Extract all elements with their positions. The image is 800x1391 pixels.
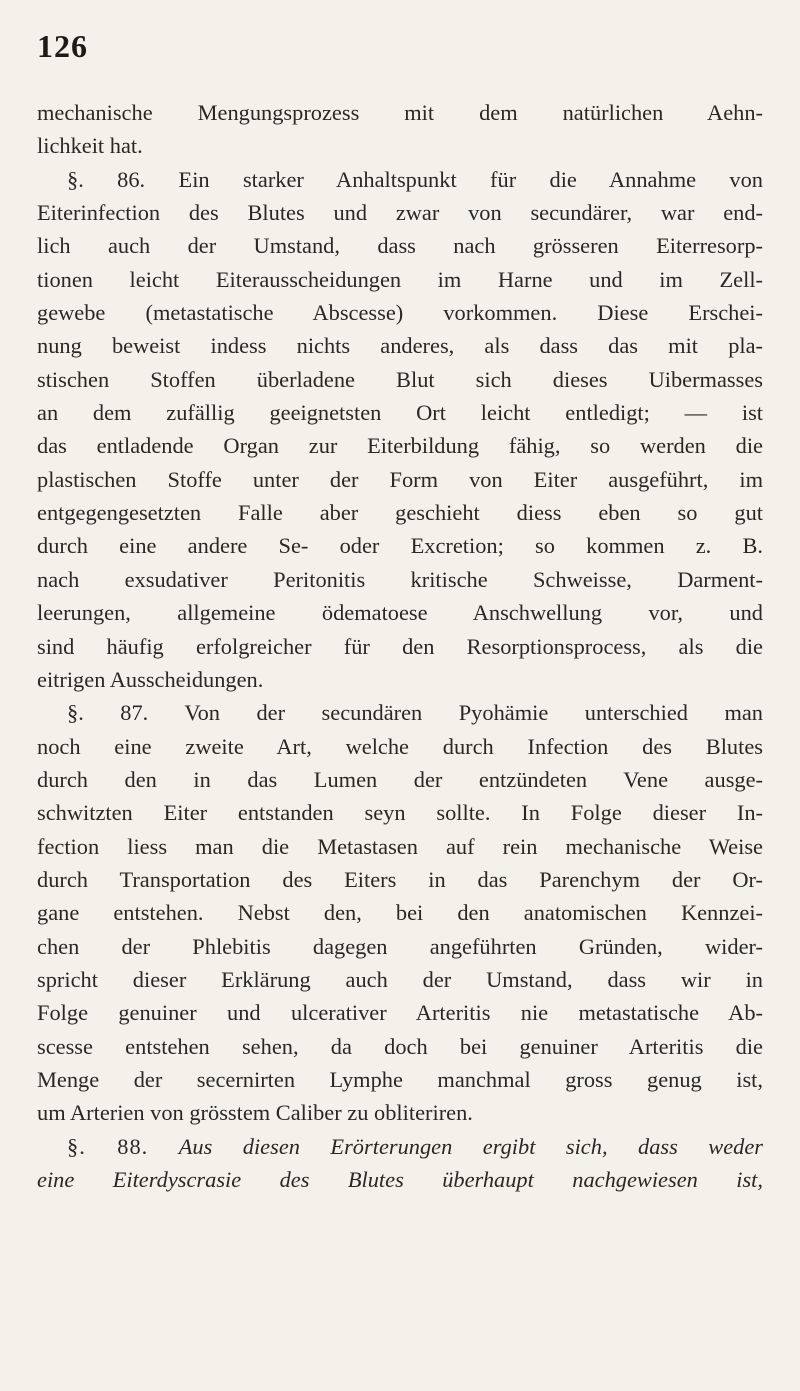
- paragraph-87-start: §. 87. Von der secundären Pyohämie unterschied man: [67, 700, 763, 726]
- text-line: tionen leicht Eiterausscheidungen im Harne und im Zell-: [37, 266, 763, 292]
- text-line: an dem zufällig geeignetsten Ort leicht entledigt; — ist: [37, 400, 763, 426]
- text-line: mechanische Mengungsprozess mit dem natürlichen Aehn-: [37, 100, 763, 125]
- text-line: entgegengesetzten Falle aber geschieht diess eben so gut: [37, 500, 763, 526]
- text-line: eitrigen Ausscheidungen.: [37, 666, 264, 692]
- text-line: spricht dieser Erklärung auch der Umstand, dass wir in: [37, 966, 763, 992]
- text-line: das entladende Organ zur Eiterbildung fähig, so werden die: [37, 433, 763, 459]
- text-line: chen der Phlebitis dagegen angeführten Gründen, wider-: [37, 933, 763, 959]
- text-line: gane entstehen. Nebst den, bei den anatomischen Kennzei-: [37, 900, 763, 926]
- text-line: lich auch der Umstand, dass nach grösseren Eiterresorp-: [37, 233, 763, 259]
- section-number: §. 88.: [67, 1133, 149, 1159]
- text-line: durch eine andere Se- oder Excretion; so kommen z. B.: [37, 533, 763, 559]
- text-line: durch Transportation des Eiters in das Parenchym der Or-: [37, 866, 763, 892]
- text-line: lichkeit hat.: [37, 133, 143, 159]
- text-line: gewebe (metastatische Abscesse) vorkommen. Diese Erschei-: [37, 300, 763, 326]
- italic-text-line: eine Eiterdyscrasie des Blutes überhaupt nachgewiesen ist,: [37, 1167, 763, 1192]
- text-line: Eiterinfection des Blutes und zwar von secundärer, war end-: [37, 200, 763, 226]
- text-line: leerungen, allgemeine ödematoese Anschwellung vor, und: [37, 600, 763, 626]
- page-number: 126: [37, 28, 88, 64]
- text-line: noch eine zweite Art, welche durch Infection des Blutes: [37, 733, 763, 759]
- body-text: [37, 96, 763, 1196]
- text-line: nach exsudativer Peritonitis kritische Schweisse, Darment-: [37, 566, 763, 592]
- text-line: schwitzten Eiter entstanden seyn sollte. In Folge dieser In-: [37, 800, 763, 826]
- text-line: scesse entstehen sehen, da doch bei genuiner Arteritis die: [37, 1033, 763, 1059]
- text-line: stischen Stoffen überladene Blut sich dieses Uibermasses: [37, 366, 763, 392]
- text-line: durch den in das Lumen der entzündeten Vene ausge-: [37, 766, 763, 792]
- italic-text: Aus diesen Erörterungen ergibt sich, dass weder: [178, 1133, 763, 1159]
- text-line: sind häufig erfolgreicher für den Resorptionsprocess, als die: [37, 633, 763, 659]
- text-line: Folge genuiner und ulcerativer Arteritis nie metastatische Ab-: [37, 1000, 763, 1026]
- text-line: nung beweist indess nichts anderes, als dass das mit pla-: [37, 333, 763, 359]
- text-line: fection liess man die Metastasen auf rein mechanische Weise: [37, 833, 763, 859]
- text-line: Menge der secernirten Lymphe manchmal gross genug ist,: [37, 1066, 763, 1092]
- text-line: plastischen Stoffe unter der Form von Eiter ausgeführt, im: [37, 466, 763, 492]
- paragraph-86-start: §. 86. Ein starker Anhaltspunkt für die Annahme von: [67, 166, 763, 192]
- paragraph-88-start: [37, 1130, 763, 1163]
- text-line: um Arterien von grösstem Caliber zu obliteriren.: [37, 1100, 473, 1126]
